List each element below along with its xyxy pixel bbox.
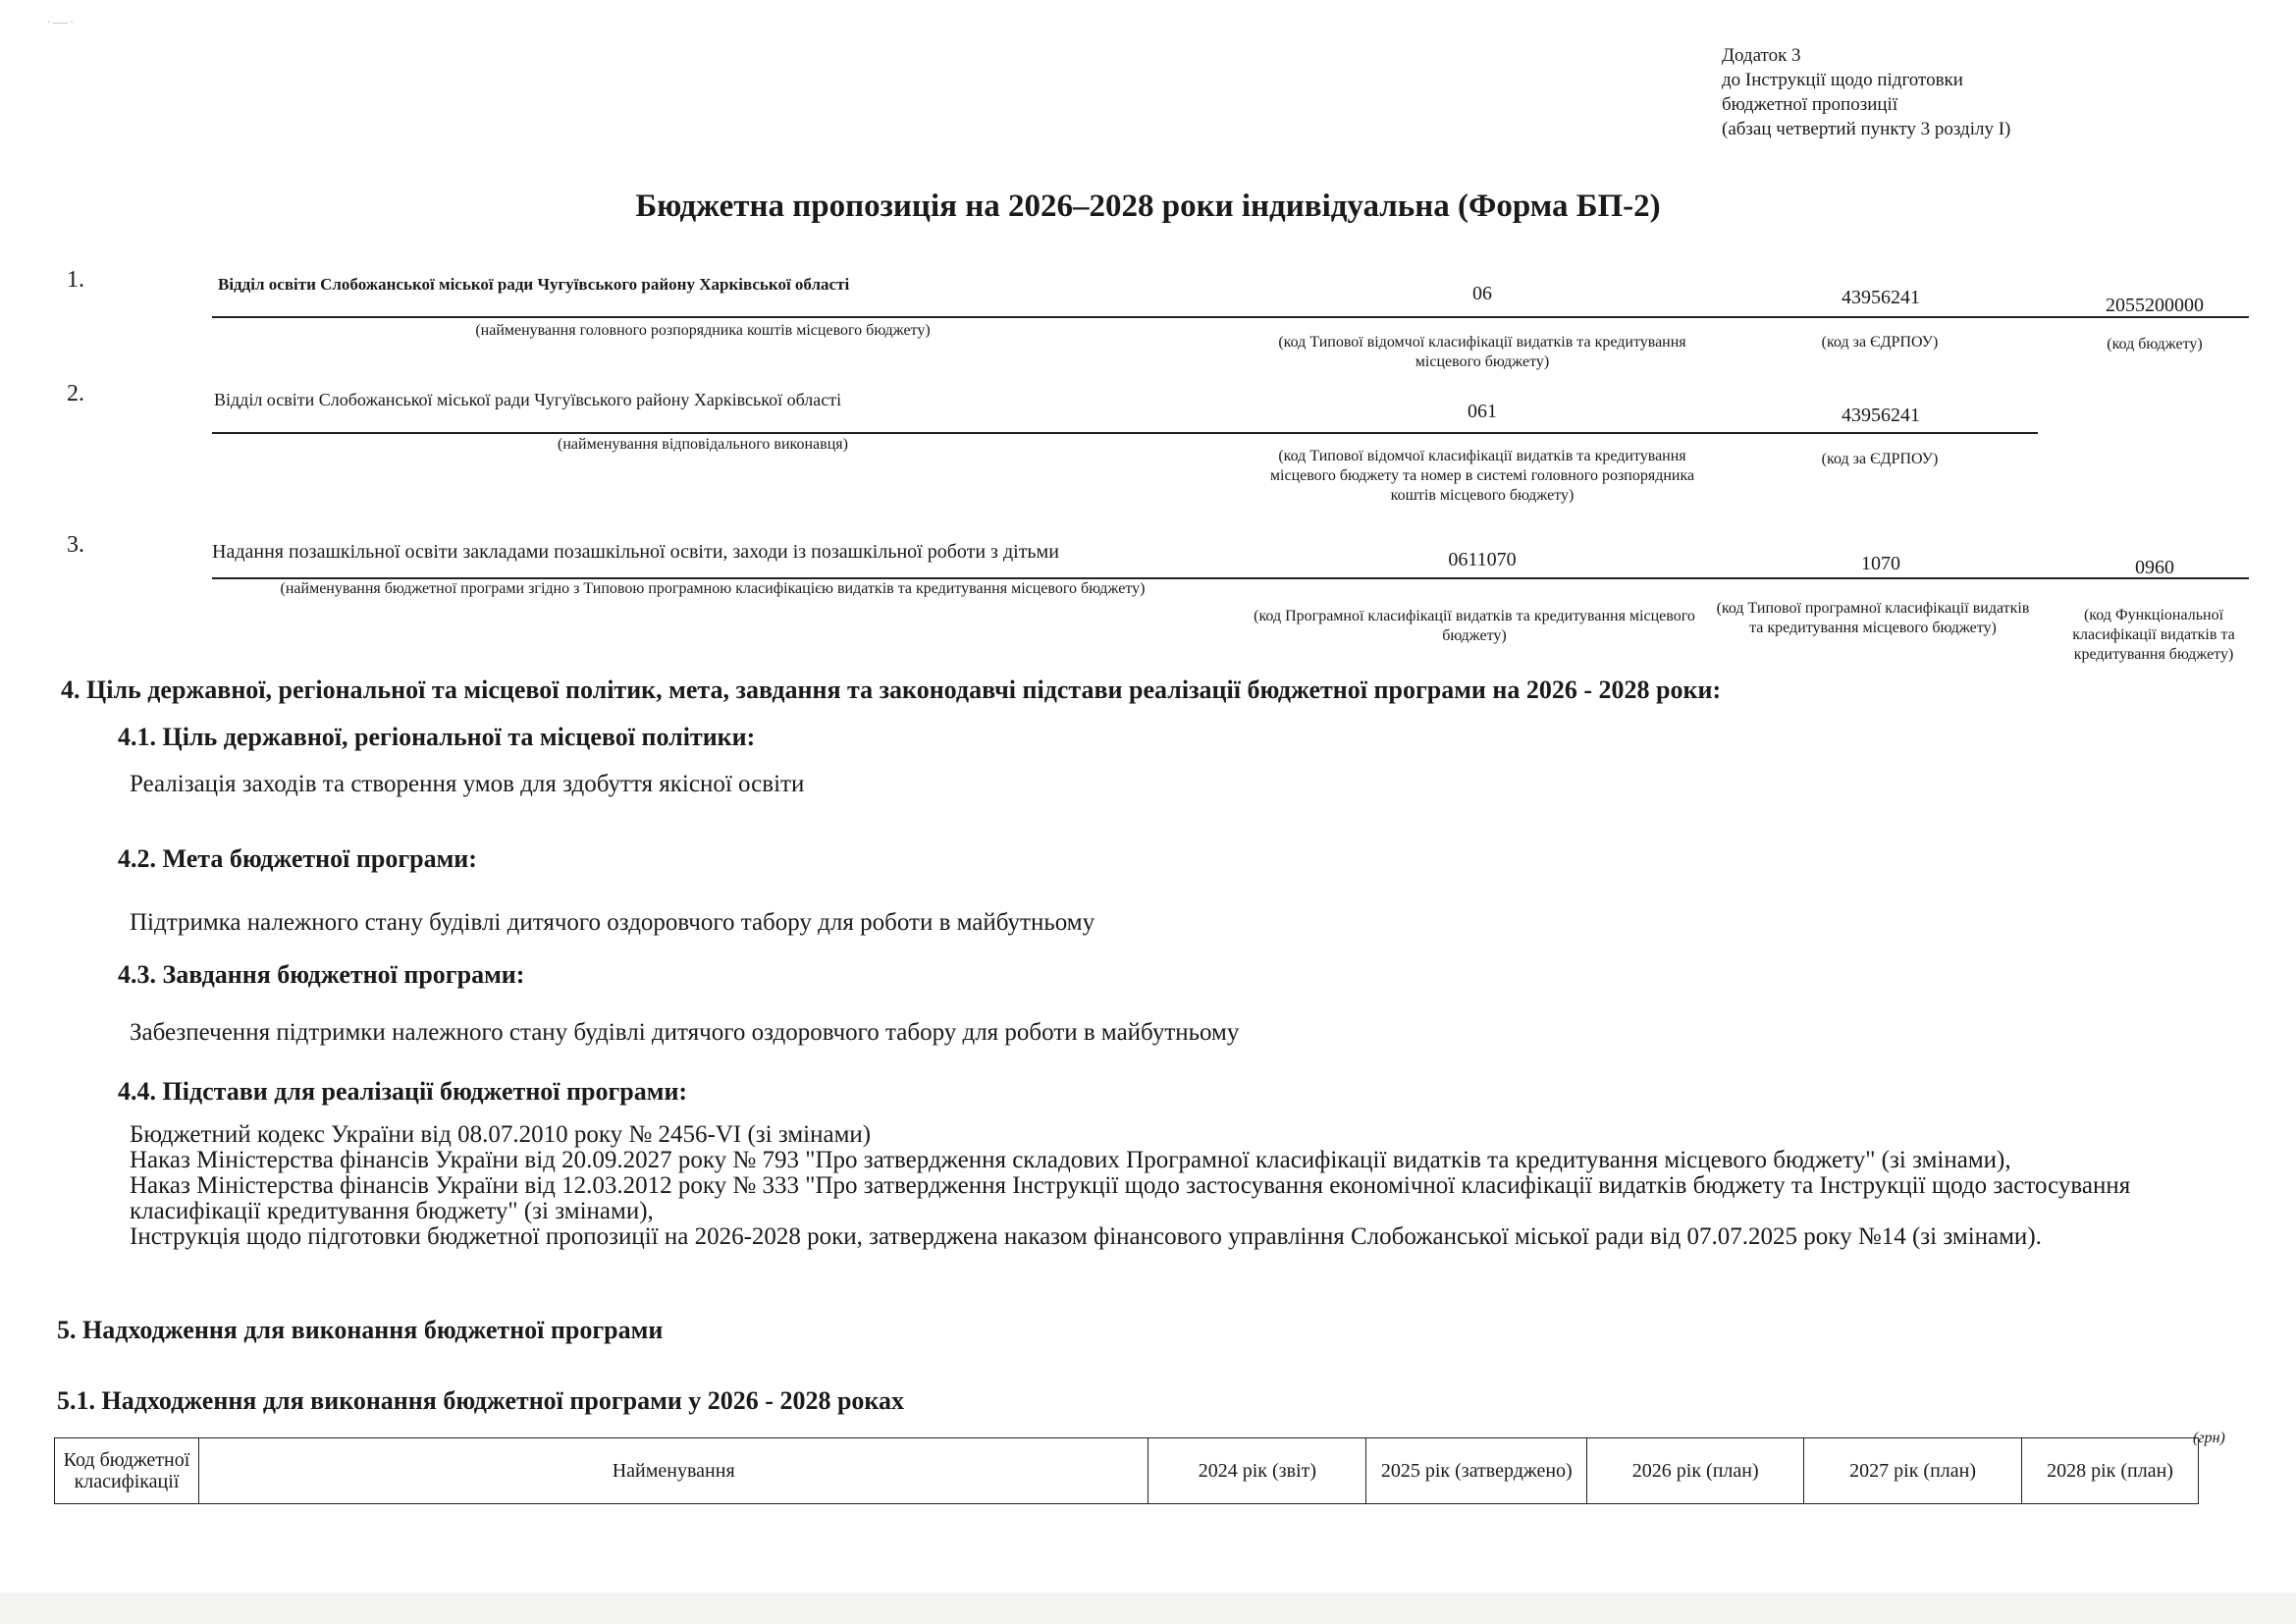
header-2025: 2025 рік (затверджено) (1366, 1438, 1587, 1504)
row3-typical-caption: (код Типової програмної класифікації видатків та кредитування місцевого бюджету) (1716, 600, 2030, 636)
section43-text: Забезпечення підтримки належного стану будівлі дитячого оздоровчого табору для роботи в майбутньому (130, 1019, 1240, 1046)
section43-heading: 4.3. Завдання бюджетної програми: (118, 960, 525, 989)
section42-text: Підтримка належного стану будівлі дитячого оздоровчого табору для роботи в майбутньому (130, 909, 1095, 936)
row1-budget-caption: (код бюджету) (2107, 336, 2203, 352)
row2-underline (212, 432, 2038, 434)
legal-basis-list (130, 1122, 2240, 1250)
row3-program-code: 0611070 (1448, 549, 1517, 570)
legal-basis-item: Бюджетний кодекс України від 08.07.2010 року № 2456-VI (зі змінами) (130, 1121, 872, 1148)
row3-functional-caption: (код Функціональної класифікації видатків та кредитування бюджету) (2072, 607, 2235, 663)
row1-name-caption: (найменування головного розпорядника коштів місцевого бюджету) (475, 322, 931, 339)
row1-edrpou: 43956241 (1842, 287, 1920, 308)
header-2028: 2028 рік (план) (2022, 1438, 2199, 1504)
legal-basis-item: Інструкція щодо підготовки бюджетної пропозиції на 2026-2028 роки, затверджена наказом фінансового управління Слобожанської міської ради від 07.07.2025 року №14 (зі змінами). (130, 1223, 2042, 1250)
header-name: Найменування (198, 1438, 1148, 1504)
section42-heading: 4.2. Мета бюджетної програми: (118, 844, 477, 873)
row2-edrpou: 43956241 (1842, 405, 1920, 426)
row3-number: 3. (67, 532, 84, 558)
row3-program-caption: (код Програмної класифікації видатків та кредитування місцевого бюджету) (1254, 608, 1695, 644)
row1-edrpou-caption: (код за ЄДРПОУ) (1821, 334, 1939, 351)
table-header-row (55, 1438, 2199, 1504)
row3-program-name: Надання позашкільної освіти закладами позашкільної освіти, заходи із позашкільної роботи з дітьми (212, 541, 1059, 563)
annex-line-4: (абзац четвертий пункту 3 розділу І) (1722, 119, 2011, 139)
header-code: Код бюджетної класифікації (55, 1438, 199, 1504)
revenue-table (54, 1437, 2199, 1504)
row1-manager-name: Відділ освіти Слобожанської міської ради Чугуївського району Харківської області (218, 275, 850, 294)
legal-basis-item: Наказ Міністерства фінансів України від 20.09.2027 року № 793 "Про затвердження складових Програмної класифікації видатків та кредитування місцевого бюджету" (зі змінами), (130, 1147, 2011, 1173)
scan-mark: · ‒‒‒ · (47, 18, 74, 28)
annex-line-3: бюджетної пропозиції (1722, 94, 1898, 115)
row2-executor-name: Відділ освіти Слобожанської міської ради Чугуївського району Харківської області (214, 390, 842, 409)
row3-typical-code: 1070 (1861, 553, 1900, 574)
row2-number: 2. (67, 381, 84, 406)
row1-dept-code: 06 (1472, 283, 1492, 304)
row2-code-caption: (код Типової відомчої класифікації видатків та кредитування місцевого бюджету та номер в системі головного розпорядника коштів місцевого бюджету) (1269, 448, 1695, 504)
row1-underline (212, 316, 2249, 318)
header-2027: 2027 рік (план) (1804, 1438, 2022, 1504)
unit-label: (грн) (2193, 1430, 2225, 1446)
row2-name-caption: (найменування відповідального виконавця) (558, 436, 848, 453)
row3-name-caption: (найменування бюджетної програми згідно з Типовою програмною класифікацією видатків та кредитування місцевого бюджету) (280, 580, 1146, 597)
row1-code-caption: (код Типової відомчої класифікації видатків та кредитування місцевого бюджету) (1278, 334, 1686, 370)
row2-dept-code: 061 (1468, 401, 1497, 422)
section5-heading: 5. Надходження для виконання бюджетної програми (57, 1316, 664, 1344)
header-2024: 2024 рік (звіт) (1148, 1438, 1366, 1504)
row3-functional-code: 0960 (2135, 557, 2174, 578)
legal-basis-item: Наказ Міністерства фінансів України від 12.03.2012 року № 333 "Про затвердження Інструкції щодо застосування економічної класифікації видатків бюджету та Інструкції щодо застосування класифікації кредитування бюджету" (зі змінами), (130, 1172, 2131, 1224)
section4-heading: 4. Ціль державної, регіональної та місцевої політик, мета, завдання та законодавчі підстави реалізації бюджетної програми на 2026 - 2028 роки: (61, 676, 1722, 704)
annex-note (1722, 43, 2010, 141)
row1-number: 1. (67, 267, 84, 293)
section51-heading: 5.1. Надходження для виконання бюджетної програми у 2026 - 2028 роках (57, 1386, 905, 1415)
header-2026: 2026 рік (план) (1587, 1438, 1804, 1504)
section44-heading: 4.4. Підстави для реалізації бюджетної програми: (118, 1077, 688, 1106)
section41-heading: 4.1. Ціль державної, регіональної та місцевої політики: (118, 723, 756, 751)
row2-edrpou-caption: (код за ЄДРПОУ) (1821, 451, 1939, 467)
section41-text: Реалізація заходів та створення умов для здобуття якісної освіти (130, 771, 805, 797)
document-title: Бюджетна пропозиція на 2026–2028 роки індивідуальна (Форма БП-2) (635, 189, 1661, 224)
row1-budget-code: 2055200000 (2106, 295, 2204, 316)
annex-line-2: до Інструкції щодо підготовки (1722, 70, 1963, 90)
annex-line-1: Додаток 3 (1722, 45, 1801, 66)
